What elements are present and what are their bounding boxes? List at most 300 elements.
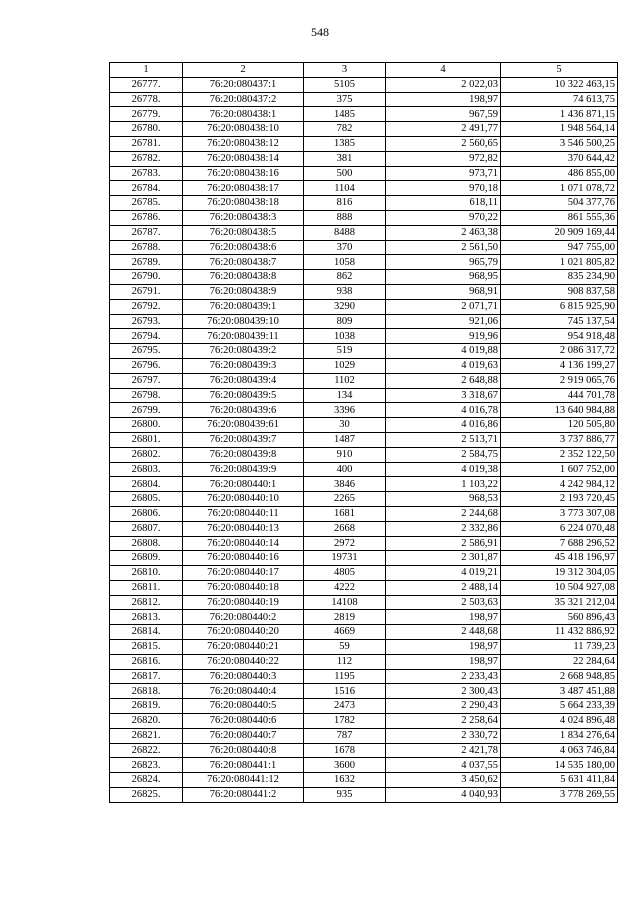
cadastral-number-cell: 76:20:080440:19 <box>183 595 304 610</box>
value-cell: 908 837,58 <box>501 284 618 299</box>
rate-cell: 4 019,63 <box>386 358 501 373</box>
table-row <box>110 477 618 492</box>
cadastral-number-cell: 76:20:080438:3 <box>183 210 304 225</box>
cadastral-number-cell: 76:20:080437:2 <box>183 92 304 107</box>
table-row <box>110 314 618 329</box>
column-header: 3 <box>304 63 386 78</box>
cadastral-number-cell: 76:20:080439:6 <box>183 403 304 418</box>
table-row <box>110 551 618 566</box>
value-cell: 4 242 984,12 <box>501 477 618 492</box>
area-cell: 3846 <box>304 477 386 492</box>
area-cell: 3290 <box>304 299 386 314</box>
row-number-cell: 26807. <box>110 521 183 536</box>
area-cell: 1102 <box>304 373 386 388</box>
value-cell: 4 063 746,84 <box>501 743 618 758</box>
rate-cell: 3 450,62 <box>386 773 501 788</box>
row-number-cell: 26812. <box>110 595 183 610</box>
table-row <box>110 640 618 655</box>
area-cell: 2265 <box>304 492 386 507</box>
area-cell: 1516 <box>304 684 386 699</box>
cadastral-number-cell: 76:20:080440:4 <box>183 684 304 699</box>
row-number-cell: 26804. <box>110 477 183 492</box>
area-cell: 1632 <box>304 773 386 788</box>
rate-cell: 2 421,78 <box>386 743 501 758</box>
rate-cell: 970,22 <box>386 210 501 225</box>
cadastral-number-cell: 76:20:080440:22 <box>183 654 304 669</box>
row-number-cell: 26802. <box>110 447 183 462</box>
rate-cell: 4 019,38 <box>386 462 501 477</box>
cadastral-number-cell: 76:20:080438:16 <box>183 166 304 181</box>
value-cell: 6 815 925,90 <box>501 299 618 314</box>
value-cell: 1 948 564,14 <box>501 122 618 137</box>
value-cell: 745 137,54 <box>501 314 618 329</box>
table-row <box>110 521 618 536</box>
table-row <box>110 669 618 684</box>
area-cell: 910 <box>304 447 386 462</box>
cadastral-number-cell: 76:20:080440:20 <box>183 625 304 640</box>
rate-cell: 1 103,22 <box>386 477 501 492</box>
value-cell: 3 773 307,08 <box>501 506 618 521</box>
cadastral-number-cell: 76:20:080438:1 <box>183 107 304 122</box>
table-row <box>110 699 618 714</box>
rate-cell: 2 491,77 <box>386 122 501 137</box>
area-cell: 1104 <box>304 181 386 196</box>
table-row <box>110 270 618 285</box>
table-row <box>110 684 618 699</box>
rate-cell: 973,71 <box>386 166 501 181</box>
column-header: 2 <box>183 63 304 78</box>
table-row <box>110 225 618 240</box>
area-cell: 59 <box>304 640 386 655</box>
value-cell: 1 834 276,64 <box>501 728 618 743</box>
cadastral-number-cell: 76:20:080440:7 <box>183 728 304 743</box>
rate-cell: 967,59 <box>386 107 501 122</box>
cadastral-number-cell: 76:20:080438:14 <box>183 151 304 166</box>
value-cell: 2 352 122,50 <box>501 447 618 462</box>
cadastral-number-cell: 76:20:080438:7 <box>183 255 304 270</box>
rate-cell: 4 019,21 <box>386 566 501 581</box>
rate-cell: 4 016,78 <box>386 403 501 418</box>
cadastral-number-cell: 76:20:080441:12 <box>183 773 304 788</box>
row-number-cell: 26779. <box>110 107 183 122</box>
table-row <box>110 610 618 625</box>
cadastral-number-cell: 76:20:080438:8 <box>183 270 304 285</box>
row-number-cell: 26801. <box>110 432 183 447</box>
cadastral-number-cell: 76:20:080437:1 <box>183 77 304 92</box>
cadastral-number-cell: 76:20:080440:17 <box>183 566 304 581</box>
area-cell: 1385 <box>304 136 386 151</box>
rate-cell: 198,97 <box>386 610 501 625</box>
value-cell: 10 322 463,15 <box>501 77 618 92</box>
table-row <box>110 344 618 359</box>
rate-cell: 2 448,68 <box>386 625 501 640</box>
cadastral-number-cell: 76:20:080439:4 <box>183 373 304 388</box>
table-row <box>110 773 618 788</box>
area-cell: 19731 <box>304 551 386 566</box>
column-header: 1 <box>110 63 183 78</box>
cadastral-number-cell: 76:20:080438:9 <box>183 284 304 299</box>
rate-cell: 2 586,91 <box>386 536 501 551</box>
area-cell: 134 <box>304 388 386 403</box>
area-cell: 14108 <box>304 595 386 610</box>
value-cell: 947 755,00 <box>501 240 618 255</box>
column-header: 5 <box>501 63 618 78</box>
table-row <box>110 418 618 433</box>
value-cell: 5 631 411,84 <box>501 773 618 788</box>
row-number-cell: 26783. <box>110 166 183 181</box>
rate-cell: 198,97 <box>386 640 501 655</box>
table-row <box>110 788 618 803</box>
area-cell: 809 <box>304 314 386 329</box>
rate-cell: 2 648,88 <box>386 373 501 388</box>
row-number-cell: 26787. <box>110 225 183 240</box>
table-row <box>110 166 618 181</box>
cadastral-number-cell: 76:20:080439:3 <box>183 358 304 373</box>
table-row <box>110 728 618 743</box>
cadastral-number-cell: 76:20:080438:12 <box>183 136 304 151</box>
rate-cell: 4 037,55 <box>386 758 501 773</box>
table-row <box>110 329 618 344</box>
rate-cell: 2 330,72 <box>386 728 501 743</box>
area-cell: 1782 <box>304 714 386 729</box>
value-cell: 954 918,48 <box>501 329 618 344</box>
rate-cell: 968,95 <box>386 270 501 285</box>
area-cell: 2819 <box>304 610 386 625</box>
value-cell: 11 432 886,92 <box>501 625 618 640</box>
area-cell: 1485 <box>304 107 386 122</box>
cadastral-number-cell: 76:20:080439:2 <box>183 344 304 359</box>
value-cell: 3 778 269,55 <box>501 788 618 803</box>
value-cell: 120 505,80 <box>501 418 618 433</box>
rate-cell: 2 561,50 <box>386 240 501 255</box>
rate-cell: 618,11 <box>386 196 501 211</box>
table-row <box>110 122 618 137</box>
cadastral-number-cell: 76:20:080440:10 <box>183 492 304 507</box>
row-number-cell: 26822. <box>110 743 183 758</box>
value-cell: 20 909 169,44 <box>501 225 618 240</box>
value-cell: 2 919 065,76 <box>501 373 618 388</box>
cadastral-number-cell: 76:20:080440:21 <box>183 640 304 655</box>
row-number-cell: 26777. <box>110 77 183 92</box>
row-number-cell: 26782. <box>110 151 183 166</box>
table-row <box>110 181 618 196</box>
table-row <box>110 743 618 758</box>
table-row <box>110 136 618 151</box>
register-table <box>109 62 618 803</box>
table-row <box>110 210 618 225</box>
cadastral-number-cell: 76:20:080440:5 <box>183 699 304 714</box>
cadastral-number-cell: 76:20:080438:5 <box>183 225 304 240</box>
table-row <box>110 151 618 166</box>
table-row <box>110 492 618 507</box>
area-cell: 370 <box>304 240 386 255</box>
cadastral-number-cell: 76:20:080439:11 <box>183 329 304 344</box>
row-number-cell: 26784. <box>110 181 183 196</box>
cadastral-number-cell: 76:20:080440:18 <box>183 580 304 595</box>
area-cell: 2972 <box>304 536 386 551</box>
row-number-cell: 26817. <box>110 669 183 684</box>
rate-cell: 2 022,03 <box>386 77 501 92</box>
rate-cell: 2 463,38 <box>386 225 501 240</box>
value-cell: 2 086 317,72 <box>501 344 618 359</box>
area-cell: 381 <box>304 151 386 166</box>
area-cell: 375 <box>304 92 386 107</box>
cadastral-number-cell: 76:20:080439:8 <box>183 447 304 462</box>
area-cell: 400 <box>304 462 386 477</box>
area-cell: 500 <box>304 166 386 181</box>
rate-cell: 965,79 <box>386 255 501 270</box>
area-cell: 787 <box>304 728 386 743</box>
row-number-cell: 26815. <box>110 640 183 655</box>
cadastral-number-cell: 76:20:080439:61 <box>183 418 304 433</box>
cadastral-number-cell: 76:20:080440:14 <box>183 536 304 551</box>
cadastral-number-cell: 76:20:080440:16 <box>183 551 304 566</box>
table-row <box>110 77 618 92</box>
area-cell: 112 <box>304 654 386 669</box>
value-cell: 45 418 196,97 <box>501 551 618 566</box>
row-number-cell: 26792. <box>110 299 183 314</box>
cadastral-number-cell: 76:20:080440:2 <box>183 610 304 625</box>
row-number-cell: 26810. <box>110 566 183 581</box>
rate-cell: 921,06 <box>386 314 501 329</box>
row-number-cell: 26819. <box>110 699 183 714</box>
cadastral-number-cell: 76:20:080440:11 <box>183 506 304 521</box>
value-cell: 2 193 720,45 <box>501 492 618 507</box>
value-cell: 74 613,75 <box>501 92 618 107</box>
row-number-cell: 26786. <box>110 210 183 225</box>
rate-cell: 2 290,43 <box>386 699 501 714</box>
row-number-cell: 26793. <box>110 314 183 329</box>
row-number-cell: 26790. <box>110 270 183 285</box>
cadastral-number-cell: 76:20:080438:6 <box>183 240 304 255</box>
value-cell: 22 284,64 <box>501 654 618 669</box>
rate-cell: 2 488,14 <box>386 580 501 595</box>
rate-cell: 198,97 <box>386 92 501 107</box>
area-cell: 3396 <box>304 403 386 418</box>
table-row <box>110 403 618 418</box>
table-row <box>110 284 618 299</box>
rate-cell: 2 301,87 <box>386 551 501 566</box>
value-cell: 2 668 948,85 <box>501 669 618 684</box>
page-number: 548 <box>311 25 329 39</box>
value-cell: 370 644,42 <box>501 151 618 166</box>
area-cell: 30 <box>304 418 386 433</box>
area-cell: 3600 <box>304 758 386 773</box>
rate-cell: 2 244,68 <box>386 506 501 521</box>
area-cell: 5105 <box>304 77 386 92</box>
area-cell: 935 <box>304 788 386 803</box>
rate-cell: 2 513,71 <box>386 432 501 447</box>
row-number-cell: 26791. <box>110 284 183 299</box>
row-number-cell: 26813. <box>110 610 183 625</box>
row-number-cell: 26798. <box>110 388 183 403</box>
row-number-cell: 26808. <box>110 536 183 551</box>
value-cell: 1 071 078,72 <box>501 181 618 196</box>
area-cell: 816 <box>304 196 386 211</box>
rate-cell: 3 318,67 <box>386 388 501 403</box>
cadastral-number-cell: 76:20:080441:1 <box>183 758 304 773</box>
area-cell: 862 <box>304 270 386 285</box>
table-row <box>110 240 618 255</box>
value-cell: 3 737 886,77 <box>501 432 618 447</box>
table-row <box>110 536 618 551</box>
row-number-cell: 26816. <box>110 654 183 669</box>
rate-cell: 2 332,86 <box>386 521 501 536</box>
cadastral-number-cell: 76:20:080440:6 <box>183 714 304 729</box>
table-header <box>110 63 618 78</box>
value-cell: 3 546 500,25 <box>501 136 618 151</box>
rate-cell: 2 503,63 <box>386 595 501 610</box>
value-cell: 14 535 180,00 <box>501 758 618 773</box>
cadastral-number-cell: 76:20:080441:2 <box>183 788 304 803</box>
value-cell: 444 701,78 <box>501 388 618 403</box>
rate-cell: 4 040,93 <box>386 788 501 803</box>
row-number-cell: 26778. <box>110 92 183 107</box>
table-row <box>110 654 618 669</box>
value-cell: 3 487 451,88 <box>501 684 618 699</box>
table-row <box>110 447 618 462</box>
area-cell: 1029 <box>304 358 386 373</box>
cadastral-number-cell: 76:20:080440:1 <box>183 477 304 492</box>
value-cell: 1 436 871,15 <box>501 107 618 122</box>
rate-cell: 2 258,64 <box>386 714 501 729</box>
value-cell: 11 739,23 <box>501 640 618 655</box>
row-number-cell: 26821. <box>110 728 183 743</box>
row-number-cell: 26795. <box>110 344 183 359</box>
table-row <box>110 92 618 107</box>
rate-cell: 970,18 <box>386 181 501 196</box>
rate-cell: 2 071,71 <box>386 299 501 314</box>
row-number-cell: 26811. <box>110 580 183 595</box>
value-cell: 560 896,43 <box>501 610 618 625</box>
area-cell: 2473 <box>304 699 386 714</box>
row-number-cell: 26797. <box>110 373 183 388</box>
value-cell: 1 607 752,00 <box>501 462 618 477</box>
row-number-cell: 26820. <box>110 714 183 729</box>
cadastral-number-cell: 76:20:080439:5 <box>183 388 304 403</box>
row-number-cell: 26814. <box>110 625 183 640</box>
row-number-cell: 26800. <box>110 418 183 433</box>
cadastral-number-cell: 76:20:080438:10 <box>183 122 304 137</box>
table-row <box>110 299 618 314</box>
value-cell: 4 024 896,48 <box>501 714 618 729</box>
area-cell: 782 <box>304 122 386 137</box>
value-cell: 1 021 805,82 <box>501 255 618 270</box>
table-row <box>110 107 618 122</box>
value-cell: 13 640 984,88 <box>501 403 618 418</box>
value-cell: 4 136 199,27 <box>501 358 618 373</box>
table-row <box>110 432 618 447</box>
cadastral-number-cell: 76:20:080439:9 <box>183 462 304 477</box>
rate-cell: 2 233,43 <box>386 669 501 684</box>
area-cell: 2668 <box>304 521 386 536</box>
row-number-cell: 26785. <box>110 196 183 211</box>
cadastral-number-cell: 76:20:080440:3 <box>183 669 304 684</box>
row-number-cell: 26803. <box>110 462 183 477</box>
rate-cell: 4 019,88 <box>386 344 501 359</box>
rate-cell: 2 584,75 <box>386 447 501 462</box>
table-row <box>110 462 618 477</box>
value-cell: 486 855,00 <box>501 166 618 181</box>
area-cell: 8488 <box>304 225 386 240</box>
cadastral-number-cell: 76:20:080439:1 <box>183 299 304 314</box>
area-cell: 4669 <box>304 625 386 640</box>
row-number-cell: 26806. <box>110 506 183 521</box>
column-header: 4 <box>386 63 501 78</box>
table-row <box>110 714 618 729</box>
row-number-cell: 26818. <box>110 684 183 699</box>
row-number-cell: 26781. <box>110 136 183 151</box>
rate-cell: 2 560,65 <box>386 136 501 151</box>
table-row <box>110 373 618 388</box>
cadastral-number-cell: 76:20:080439:10 <box>183 314 304 329</box>
rate-cell: 968,91 <box>386 284 501 299</box>
cadastral-number-cell: 76:20:080438:17 <box>183 181 304 196</box>
table-row <box>110 625 618 640</box>
value-cell: 835 234,90 <box>501 270 618 285</box>
rate-cell: 2 300,43 <box>386 684 501 699</box>
area-cell: 1681 <box>304 506 386 521</box>
row-number-cell: 26805. <box>110 492 183 507</box>
table-row <box>110 595 618 610</box>
row-number-cell: 26789. <box>110 255 183 270</box>
value-cell: 10 504 927,08 <box>501 580 618 595</box>
area-cell: 1678 <box>304 743 386 758</box>
rate-cell: 972,82 <box>386 151 501 166</box>
area-cell: 888 <box>304 210 386 225</box>
row-number-cell: 26780. <box>110 122 183 137</box>
value-cell: 7 688 296,52 <box>501 536 618 551</box>
value-cell: 35 321 212,04 <box>501 595 618 610</box>
area-cell: 1038 <box>304 329 386 344</box>
value-cell: 6 224 070,48 <box>501 521 618 536</box>
value-cell: 861 555,36 <box>501 210 618 225</box>
table-row <box>110 358 618 373</box>
value-cell: 5 664 233,39 <box>501 699 618 714</box>
cadastral-number-cell: 76:20:080439:7 <box>183 432 304 447</box>
table-body <box>110 77 618 802</box>
row-number-cell: 26794. <box>110 329 183 344</box>
rate-cell: 4 016,86 <box>386 418 501 433</box>
table-row <box>110 580 618 595</box>
value-cell: 19 312 304,05 <box>501 566 618 581</box>
row-number-cell: 26824. <box>110 773 183 788</box>
cadastral-number-cell: 76:20:080440:8 <box>183 743 304 758</box>
area-cell: 1487 <box>304 432 386 447</box>
row-number-cell: 26788. <box>110 240 183 255</box>
cadastral-number-cell: 76:20:080438:18 <box>183 196 304 211</box>
area-cell: 4805 <box>304 566 386 581</box>
table-row <box>110 758 618 773</box>
row-number-cell: 26825. <box>110 788 183 803</box>
row-number-cell: 26823. <box>110 758 183 773</box>
cadastral-number-cell: 76:20:080440:13 <box>183 521 304 536</box>
table-row <box>110 388 618 403</box>
row-number-cell: 26796. <box>110 358 183 373</box>
rate-cell: 919,96 <box>386 329 501 344</box>
header-row <box>110 63 618 78</box>
area-cell: 938 <box>304 284 386 299</box>
row-number-cell: 26809. <box>110 551 183 566</box>
rate-cell: 968,53 <box>386 492 501 507</box>
area-cell: 1058 <box>304 255 386 270</box>
area-cell: 519 <box>304 344 386 359</box>
table-row <box>110 196 618 211</box>
table-row <box>110 506 618 521</box>
table-row <box>110 566 618 581</box>
rate-cell: 198,97 <box>386 654 501 669</box>
table-row <box>110 255 618 270</box>
